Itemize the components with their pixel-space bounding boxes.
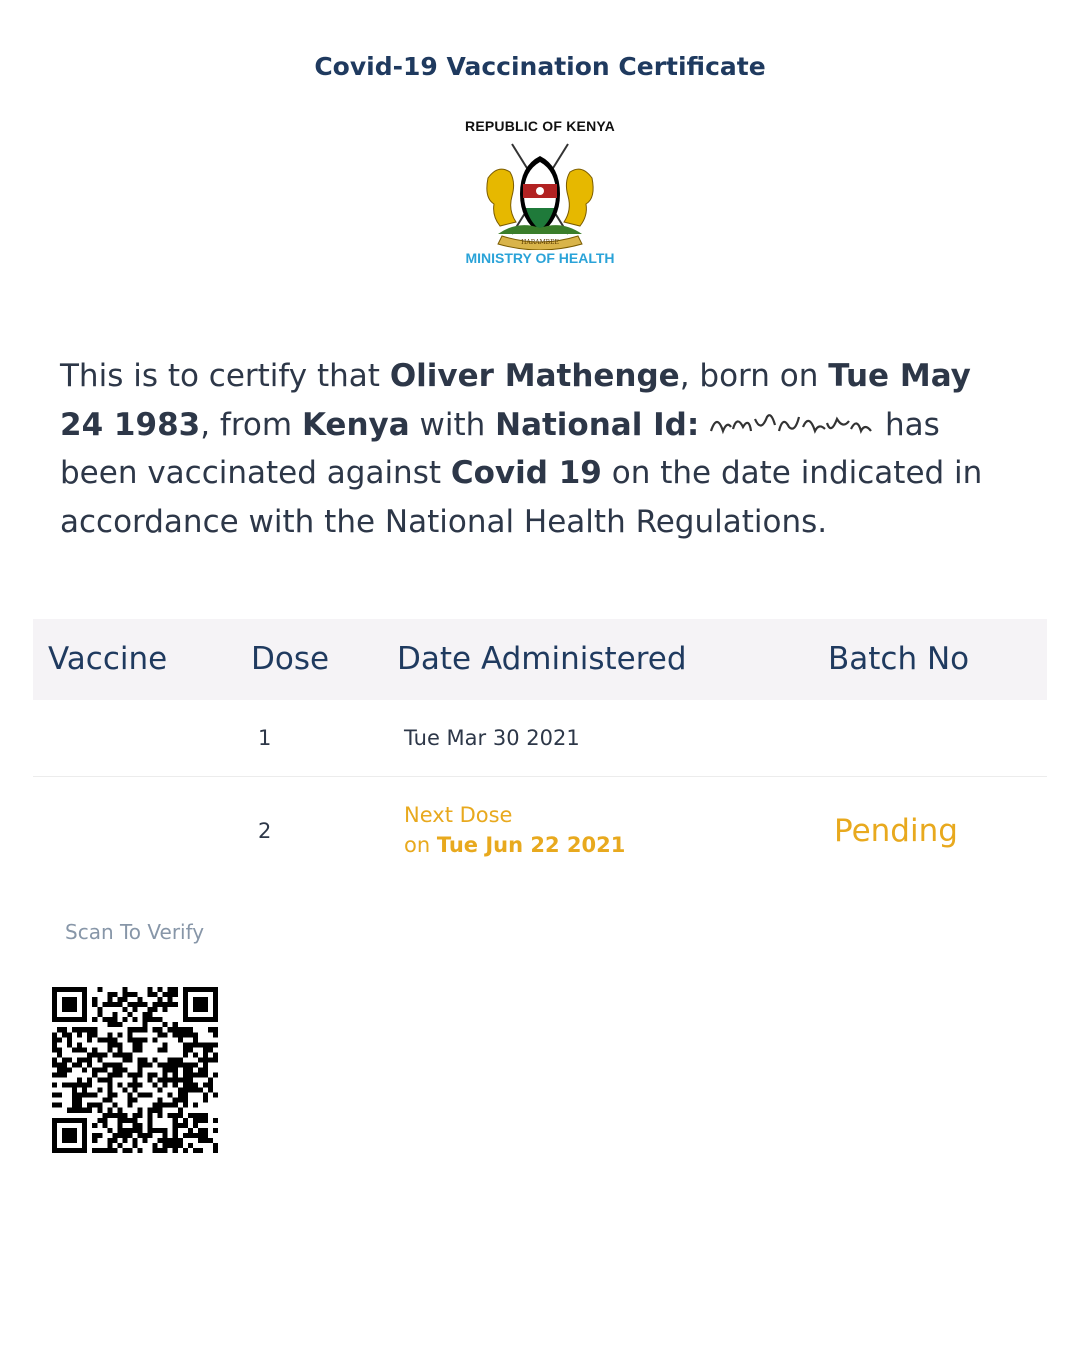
status-badge: Pending xyxy=(834,813,958,849)
kenya-emblem-icon xyxy=(480,138,600,250)
certificate-statement: This is to certify that Oliver Mathenge, born on Tue May 24 1983, from Kenya with National Id: has been vaccinated against Covid 19 on the date indicated in accordance with the National Health Regulations. xyxy=(60,358,983,540)
column-header-date: Date Administered xyxy=(397,641,687,677)
table-header xyxy=(33,619,1047,700)
vaccination-table xyxy=(33,619,1047,934)
disease: Covid 19 xyxy=(450,455,602,491)
holder-name: Oliver Mathenge xyxy=(389,358,680,394)
republic-label: REPUBLIC OF KENYA xyxy=(465,118,615,134)
dose-cell: 2 xyxy=(258,819,272,843)
page-title: Covid-19 Vaccination Certificate xyxy=(314,52,766,81)
column-header-dose: Dose xyxy=(251,641,330,677)
column-header-vaccine: Vaccine xyxy=(48,641,168,677)
table-row xyxy=(33,700,1047,777)
date-of-birth: Tue May 24 1983 xyxy=(60,358,971,443)
svg-text:HARAMBEE: HARAMBEE xyxy=(521,239,559,246)
country: Kenya xyxy=(301,406,410,443)
table-row xyxy=(33,777,1047,934)
redacted-id-scribble xyxy=(709,409,875,439)
ministry-label: MINISTRY OF HEALTH xyxy=(465,250,615,266)
dose-cell: 1 xyxy=(258,726,272,750)
next-dose-cell xyxy=(404,803,625,857)
qr-code xyxy=(52,987,218,1153)
column-header-batch: Batch No xyxy=(828,641,970,677)
next-dose-date: on Tue Jun 22 2021 xyxy=(404,833,626,857)
national-id-label: National Id: xyxy=(495,406,700,443)
next-dose-label: Next Dose xyxy=(404,803,513,827)
scan-to-verify-label: Scan To Verify xyxy=(65,920,205,944)
coat-of-arms-logo xyxy=(440,118,640,278)
date-cell: Tue Mar 30 2021 xyxy=(404,726,580,750)
